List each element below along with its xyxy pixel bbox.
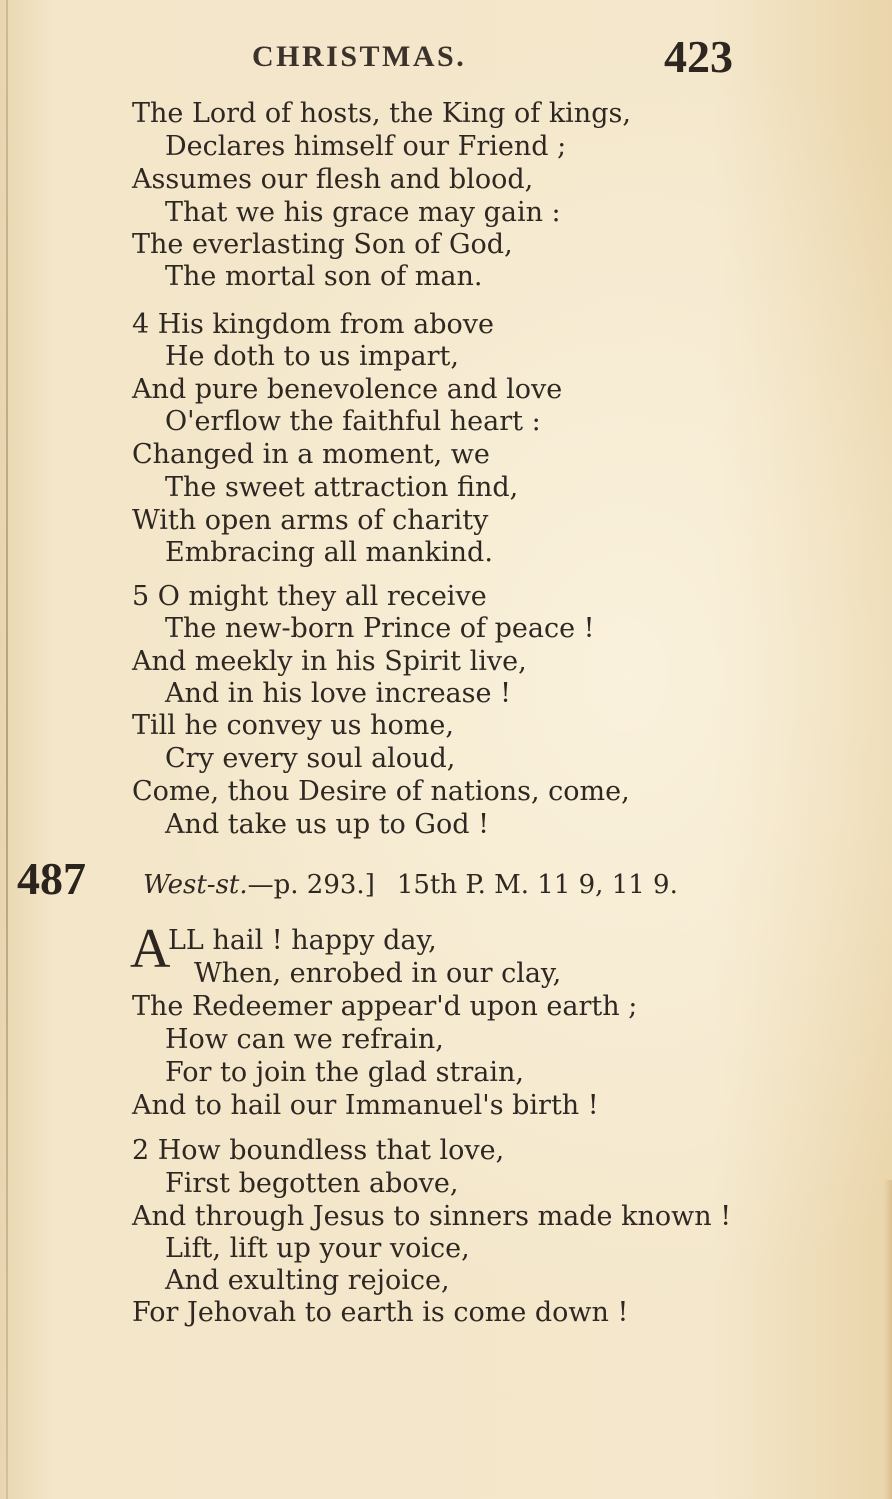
verse-line: The Redeemer appear'd upon earth ; bbox=[132, 991, 638, 1022]
hymn-number: 487 bbox=[17, 853, 86, 904]
verse-line: Embracing all mankind. bbox=[165, 537, 493, 568]
verse-line: Declares himself our Friend ; bbox=[165, 131, 567, 162]
verse-line: The everlasting Son of God, bbox=[132, 229, 513, 260]
gutter-line bbox=[6, 0, 8, 1499]
page-number: 423 bbox=[664, 31, 733, 82]
verse-line: The sweet attraction find, bbox=[165, 472, 519, 503]
verse-line: How can we refrain, bbox=[165, 1024, 444, 1055]
verse-line: 4 His kingdom from above bbox=[132, 309, 494, 340]
page-reference: —p. 293.] bbox=[247, 870, 375, 900]
page-edge-stain bbox=[884, 1180, 892, 1499]
verse-line: Cry every soul aloud, bbox=[165, 743, 456, 774]
verse-line: And to hail our Immanuel's birth ! bbox=[132, 1090, 599, 1121]
verse-line: 2 How boundless that love, bbox=[132, 1135, 505, 1166]
hymn-heading bbox=[143, 869, 678, 901]
verse-line: He doth to us impart, bbox=[165, 341, 459, 372]
verse-line: And through Jesus to sinners made known ! bbox=[132, 1201, 732, 1232]
verse-line: For Jehovah to earth is come down ! bbox=[132, 1297, 629, 1328]
verse-line: The new-born Prince of peace ! bbox=[165, 613, 595, 644]
verse-line: The Lord of hosts, the King of kings, bbox=[132, 98, 631, 129]
verse-line: Till he convey us home, bbox=[132, 710, 454, 741]
verse-line: LL hail ! happy day, bbox=[168, 925, 437, 956]
drop-cap: A bbox=[130, 918, 171, 980]
verse-line: And meekly in his Spirit live, bbox=[132, 646, 527, 677]
verse-line: And take us up to God ! bbox=[165, 809, 489, 840]
verse-line: Come, thou Desire of nations, come, bbox=[132, 776, 630, 807]
verse-line: Assumes our flesh and blood, bbox=[132, 164, 534, 195]
running-title: CHRISTMAS. bbox=[252, 40, 467, 73]
verse-line: When, enrobed in our clay, bbox=[194, 958, 562, 989]
verse-line: And in his love increase ! bbox=[165, 678, 511, 709]
verse-line: Changed in a moment, we bbox=[132, 439, 490, 470]
meter: 15th P. M. 11 9, 11 9. bbox=[396, 870, 678, 900]
verse-line: O'erflow the faithful heart : bbox=[165, 406, 541, 437]
verse-line: Lift, lift up your voice, bbox=[165, 1233, 470, 1264]
verse-line: And exulting rejoice, bbox=[165, 1265, 450, 1296]
page-header bbox=[0, 30, 892, 90]
verse-line: With open arms of charity bbox=[132, 505, 489, 536]
verse-line: The mortal son of man. bbox=[165, 261, 483, 292]
verse-line: That we his grace may gain : bbox=[165, 197, 561, 228]
verse-line: And pure benevolence and love bbox=[132, 374, 563, 405]
verse-line: First begotten above, bbox=[165, 1168, 459, 1199]
verse-line: 5 O might they all receive bbox=[132, 581, 487, 612]
tune-name: West-st. bbox=[143, 870, 248, 900]
verse-line: For to join the glad strain, bbox=[165, 1057, 524, 1088]
